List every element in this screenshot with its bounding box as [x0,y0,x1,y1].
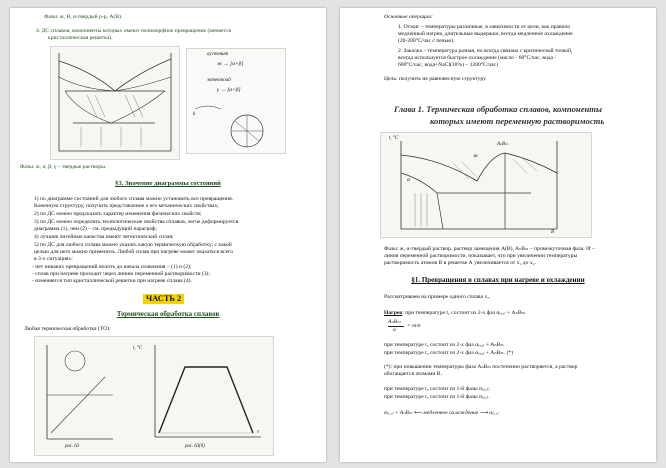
chapter-title-1: Глава 1. Термическая обработка сплавов, компоненты [394,104,602,114]
list-item-5c: в 3-х ситуациях: [34,256,73,262]
chapter-title-2: которых имеют переменную растворимость [430,116,605,126]
note-eutectoid: эвтектоид [207,78,231,83]
heat-treatment-title: Термическая обработка сплавов [116,310,220,318]
list-item-2: 2) по ДС можно предсказать характер изменения физических свойств; [34,211,202,217]
solubility-diagram-photo [380,132,592,238]
left-page [10,8,326,462]
caption-fig-63: рис. 63 [65,444,80,449]
star-note-2: обогащается атомами В. [384,371,442,377]
phases-line-1: Фазы: ж, В, α-твердый р-р, A(В). [44,14,123,20]
phase-diagram-photo-1 [50,46,180,160]
op-1a: 1. Отжиг – температуры различные, в зависимости от цели, как правило [398,24,571,30]
heating-line [384,310,525,317]
formula-numerator: AₙBₘ [388,319,401,325]
goal-line: Цель: получить не равновесную структуру. [384,76,487,82]
formula-denominator: a [393,327,396,333]
phases-desc-2: линия переменной растворимости, показывает, что при увеличении температуры [384,253,578,259]
heat-treatment-sketch [35,337,273,455]
note-formula-2: γ → [α+β] [217,87,241,93]
op-1b: медленный нагрев, длительные выдержки, всегда медленное охлаждение [398,31,573,37]
list-item-4: 4) лучшие литейные качества имеют эвтектический сплав; [34,234,174,240]
caption-fig-63b: рис. 63(б) [185,444,205,449]
any-heat-treatment: Любая термическая обработка (ТО): [24,326,111,332]
solubility-diagram-sketch [381,133,591,237]
heating-rest: : при температуре t₁ состоит из 2-х фаз α₍ₓ₁₎ + AₙBₘ [402,310,526,316]
note-formula-1: ж → [α+β] [217,61,244,67]
op-1c: (20-200°С/час с печью). [398,38,455,44]
list-item-1a: 1) по диаграмме состояний для любого сплава можно установить все превращения. [34,196,234,202]
right-page [340,8,656,462]
diag3-label-liquid: ж [473,153,479,159]
handwritten-notes-1 [186,48,286,154]
op-2b: всегда используется быстрое охлаждение (масло - 60°С/час, вода - [398,55,557,61]
label-t-c: t, °C [133,346,143,351]
consider-line: Рассматриваем на примере одного сплава x₁. [384,294,491,300]
list-item-5a: 5) по ДС для любого сплава можно указать какую термическую обработку; с какой [34,242,232,248]
t4-line: при температуре t₄ состоит из 1-й фазы α₍ₓ₁₎; [384,386,490,392]
label-tau: τ [257,429,260,435]
bullet-2: - сплав при нагреве проходит через линию переменной растворимости (3); [32,271,210,277]
section-3-title: §3. Значение диаграммы состояний [115,180,221,187]
diag3-label-alpha: α [407,177,410,183]
item-4-cont: кристаллическая решетка). [48,35,113,41]
op-2a: 2. Закалка – температура разная, но всегда связана с критической точкой, [398,48,573,54]
note-austenite: аустенит [207,52,229,57]
item-4: 4. ДС сплавов, компоненты которых имеют полиморфное превращение (меняется [36,28,232,34]
heat-treatment-photo [34,336,274,456]
phase-diagram-1-sketch [51,47,179,159]
ops-title: Основные операции: [384,14,433,20]
bullet-3: - изменяется тип кристаллической решетки при нагреве сплава (4). [32,278,192,284]
formula-bar [388,326,404,327]
formula-rhs: = m/n [407,323,421,329]
t2-line: при температуре t₂ состоит из 2-х фаз α₍ₓ₂₎ + AₙBₘ [384,342,504,348]
t5-line: при температуре t₅ состоит из 1-й фазы α₍ₓ₁₎. [384,394,490,400]
diag3-label-t: t, °C [389,136,399,141]
list-item-3a: 3) по ДС можно определить технологические свойства сплавов, легче деформируется [34,219,239,225]
phases-desc-3: растворимость атомов В в решетке А увеличивается от x₁ до x₂. [384,260,536,266]
list-item-3b: диаграмма (1), чем (2) – см. предыдущий параграф; [34,226,157,232]
part-2-title: ЧАСТЬ 2 [143,294,184,304]
note-label-k: k [193,111,196,117]
list-item-1b: Конечную структуру, получить представление о его механических свойствах; [34,203,219,209]
t3-line: при температуре t₃ состоит из 2-х фаз α₍ₓ₃₎ + AₙBₘ. (*) [384,350,514,356]
section-1-title: §1. Превращения в сплавах при нагреве и охлаждении [411,276,585,284]
phases-desc-1: Фазы: ж, α-твердый раствор, раствор замещения A(B), AₙBₘ – промежуточная фаза. 0f – [384,246,595,252]
bullet-1: - нет никаких превращений вплоть до начала плавления – (1) и (2); [32,264,192,270]
op-2c: 600°С/час, вода+NaCl(10%) – 1200°С/час) [398,62,498,68]
final-formula: α₍ₓ₁₎ + AₙBₘ ⟵ медленное охлаждение ⟶ α₍ₓ₁₎ [384,410,499,416]
heating-lead: Нагрев [384,310,403,316]
list-item-5b: целью для него можно применить. Любой сплав при нагреве может оказаться всего [34,249,234,255]
diag3-label-b: B [551,230,555,235]
phases-line-2: Фазы: ж, α, β, γ – твердые растворы. [20,164,107,170]
diag3-label-anbm: AₙBₘ [497,142,509,147]
star-note-1: (*): при повышении температуры фаза AₙBₘ постепенно растворяется, а раствор [384,364,578,370]
